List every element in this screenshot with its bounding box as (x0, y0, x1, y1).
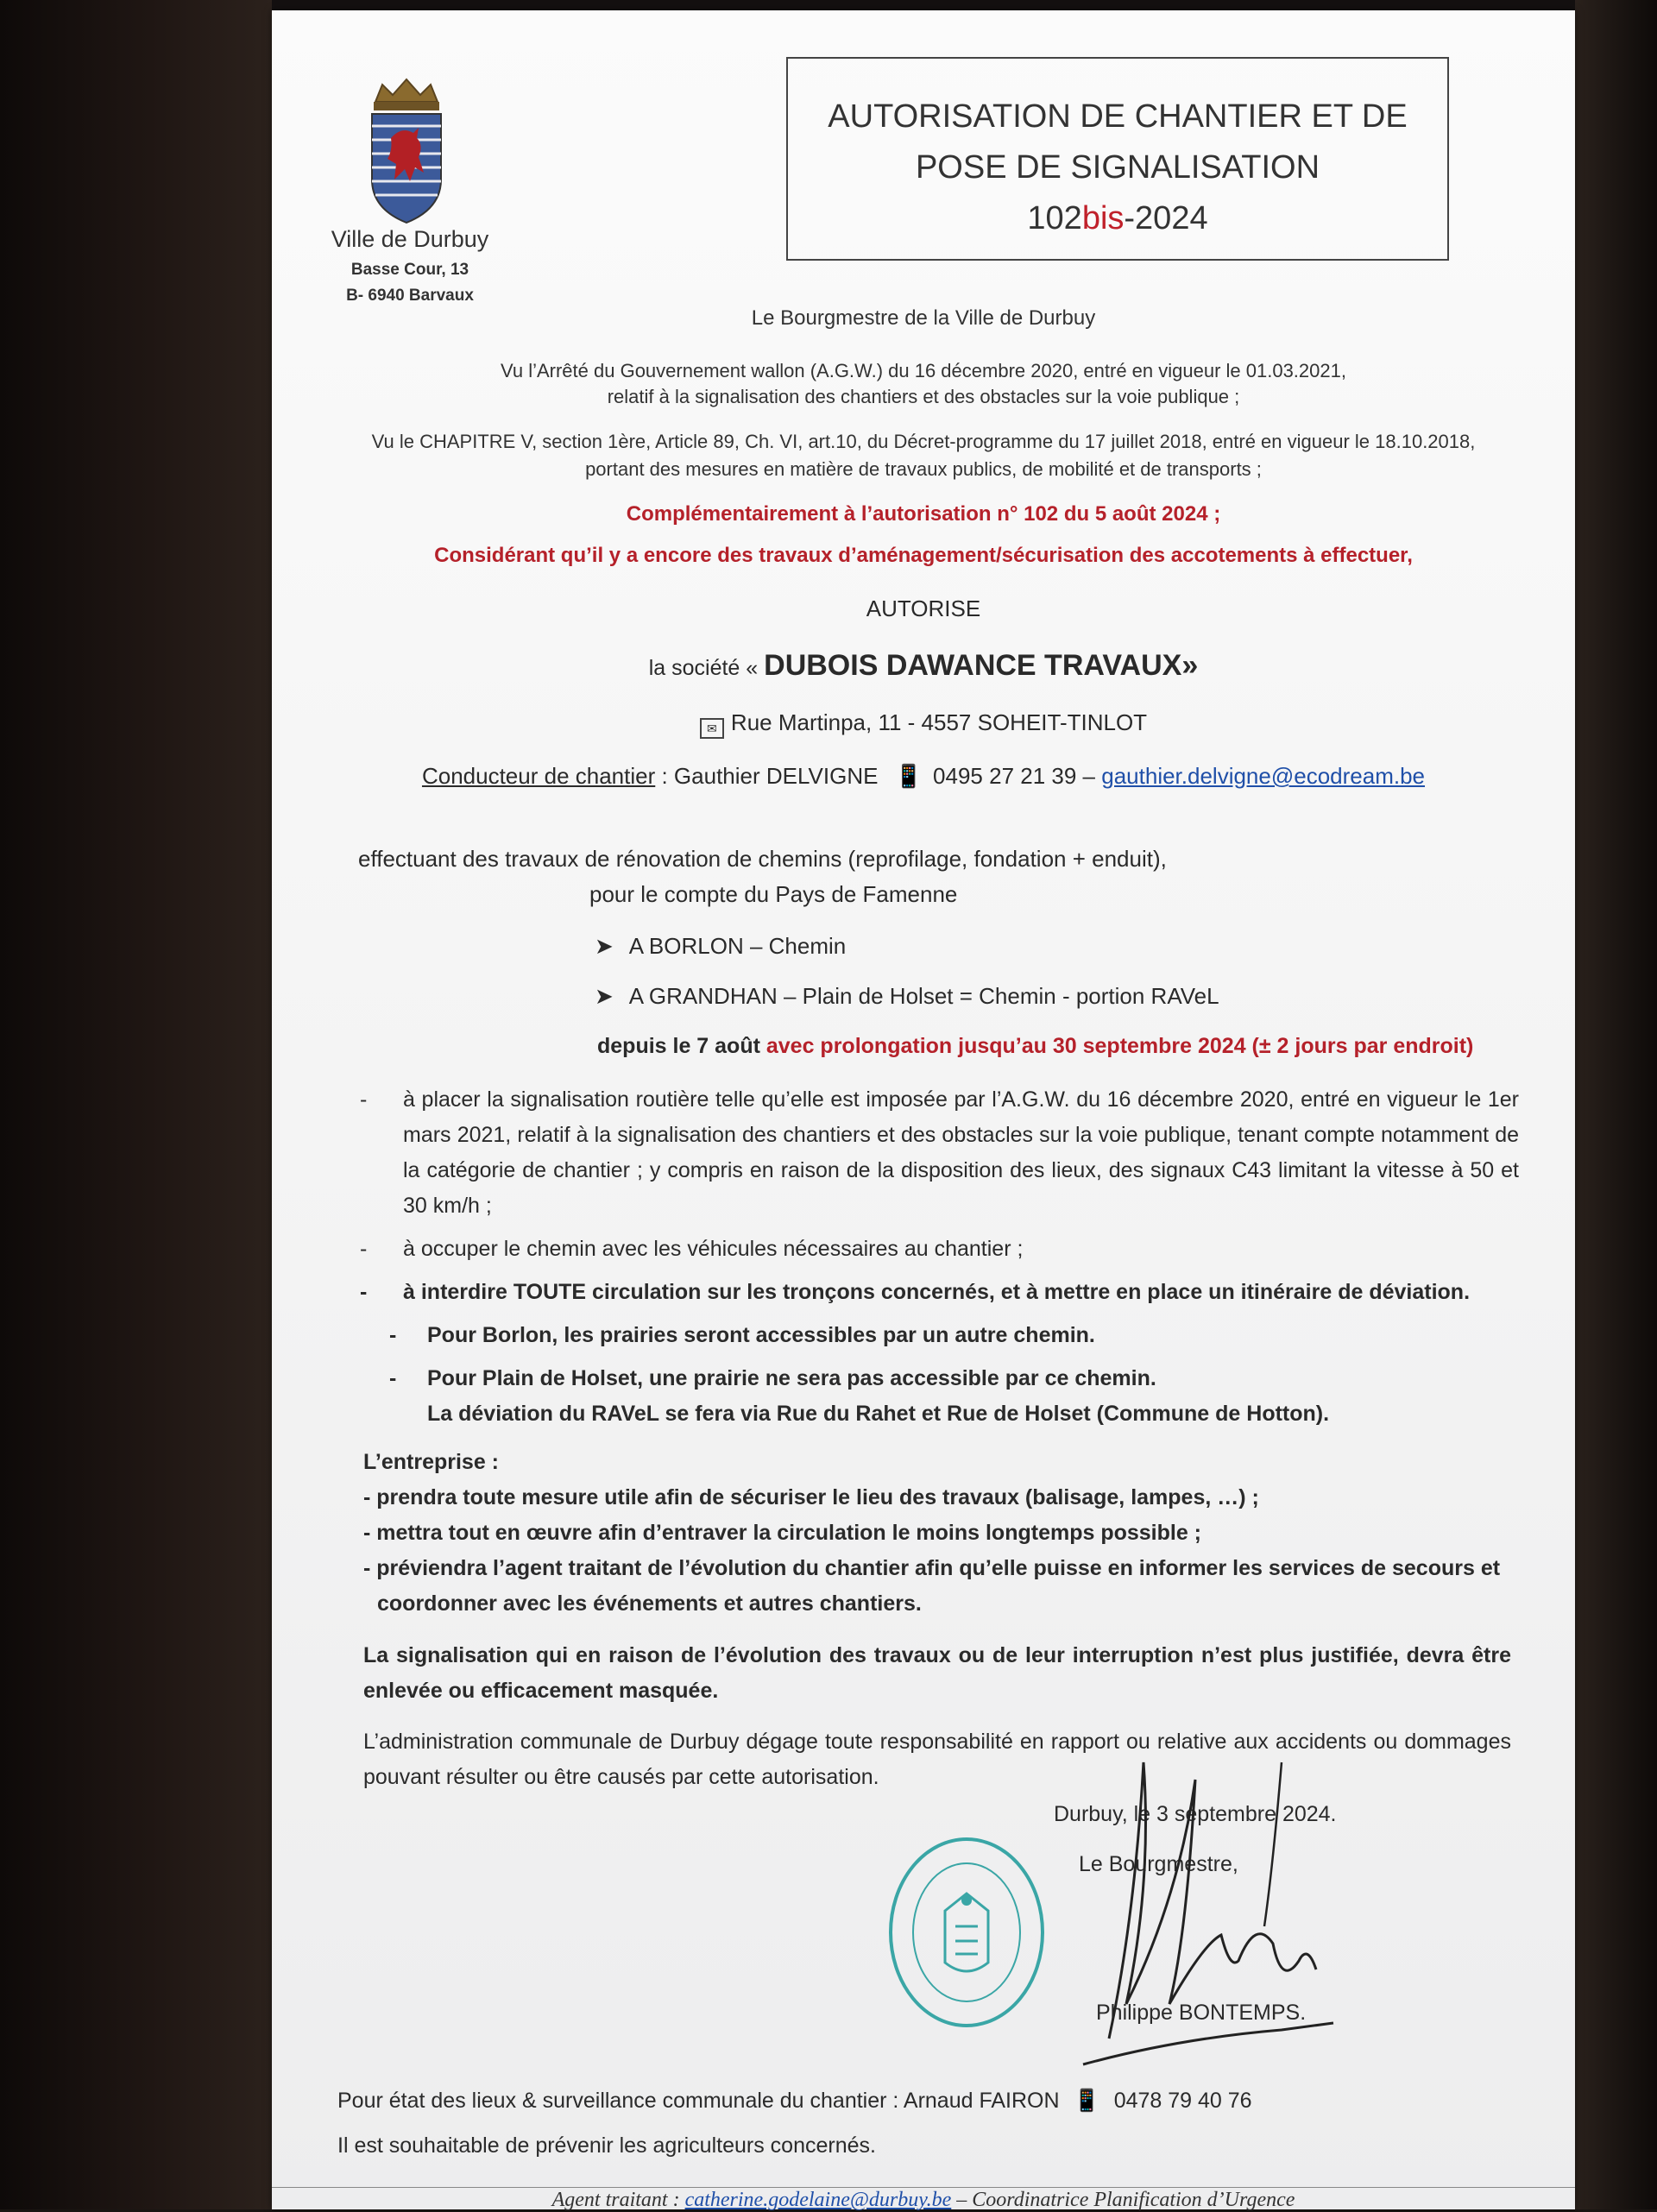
works-period: depuis le 7 août avec prolongation jusqu’au 30 septembre 2024 (± 2 jours par endroit) (597, 1034, 1474, 1058)
location-2: ➤ A GRANDHAN – Plain de Holset = Chemin - portion RAVeL (595, 983, 1219, 1009)
durbuy-coat-of-arms-icon (367, 78, 446, 231)
condition-borlon: - Pour Borlon, les prairies seront accessibles par un autre chemin. (358, 1318, 1519, 1353)
notice-document (272, 10, 1575, 2209)
condition-interdiction: - à interdire TOUTE circulation sur les tronçons concernés, et à mettre en place un itinéraire de déviation. (358, 1275, 1519, 1310)
condition-occupation: - à occuper le chemin avec les véhicules nécessaires au chantier ; (358, 1232, 1519, 1267)
enterprise-duty-2: - mettra tout en œuvre afin d’entraver la circulation le moins longtemps possible ; (363, 1521, 1202, 1545)
signatory-name: Philippe BONTEMPS. (1096, 2001, 1307, 2025)
municipal-stamp (885, 1833, 1049, 2032)
agent-email-link[interactable]: catherine.godelaine@durbuy.be (684, 2189, 952, 2211)
footer-divider (272, 2187, 1575, 2188)
location-1: ➤ A BORLON – Chemin (595, 933, 847, 959)
legal-reference-2b: portant des mesures en matière de travaux publics, de mobilité et de transports ; (585, 458, 1262, 480)
site-conductor: Conducteur de chantier : Gauthier DELVIGNE 📱 0495 27 21 39 – gauthier.delvigne@ecodream.be (421, 763, 1426, 789)
surveillance-contact: Pour état des lieux & surveillance communale du chantier : Arnaud FAIRON 📱 0478 79 40 76 (337, 2089, 1252, 2113)
signatory-role: Le Bourgmestre, (1079, 1852, 1238, 1876)
signalisation-removal-note: La signalisation qui en raison de l’évolution des travaux ou de leur interruption n’est plus justifiée, devra être enlevée ou efficacement masquée. (363, 1643, 1511, 1703)
enterprise-label: L’entreprise : (363, 1450, 499, 1474)
agent-contact-footer: Agent traitant : catherine.godelaine@durbuy.be – Coordinatrice Planification d’Urgence (551, 2189, 1295, 2211)
works-description: effectuant des travaux de rénovation de chemins (reprofilage, fondation + enduit), (358, 846, 1167, 872)
title-box (786, 57, 1449, 261)
condition-ravel-deviation: La déviation du RAVeL se fera via Rue du Rahet et Rue de Holset (Commune de Hotton). (427, 1402, 1330, 1426)
condition-holset: - Pour Plain de Holset, une prairie ne sera pas accessible par ce chemin. (358, 1361, 1519, 1396)
municipality-address-city: B- 6940 Barvaux (346, 287, 474, 305)
farmers-notice: Il est souhaitable de prévenir les agriculteurs concernés. (337, 2133, 876, 2158)
authorization-number: 102bis-2024 (1027, 200, 1208, 236)
arrow-bullet-icon: ➤ (595, 933, 614, 959)
liability-disclaimer: L’administration communale de Durbuy dégage toute responsabilité en rapport ou relative aux accidents ou dommages pouvant résulter ou être causés par cette autorisation. (363, 1730, 1511, 1789)
place-and-date: Durbuy, le 3 septembre 2024. (1054, 1802, 1337, 1826)
municipality-address-street: Basse Cour, 13 (350, 261, 469, 279)
enterprise-duty-3: - préviendra l’agent traitant de l’évolution du chantier afin qu’elle puisse en informer les services de secours et (363, 1556, 1501, 1580)
considering-note: Considérant qu’il y a encore des travaux d’aménagement/sécurisation des accotements à effectuer, (434, 544, 1413, 567)
legal-reference-1a: Vu l’Arrêté du Gouvernement wallon (A.G.W.) du 16 décembre 2020, entré en vigueur le 01.03.2021, (501, 360, 1346, 381)
issuing-authority: Le Bourgmestre de la Ville de Durbuy (751, 306, 1096, 330)
condition-signalisation: - à placer la signalisation routière telle qu’elle est imposée par l’A.G.W. du 16 décembre 2020, entré en vigueur le 1er mars 2021, relatif à la signalisation des chantiers et des obstacles sur la voie publique, tenant compte notamment de la catégorie de chantier ; y compris en raison de la disposition des lieux, des signaux C43 limitant la vitesse à 50 et 30 km/h ; (358, 1082, 1519, 1224)
display-frame-right (1575, 0, 1657, 2209)
legal-reference-2a: Vu le CHAPITRE V, section 1ère, Article 89, Ch. VI, art.10, du Décret-programme du 17 juillet 2018, entré en vigueur le 18.10.2018, (371, 431, 1476, 452)
title-line-2: POSE DE SIGNALISATION (915, 149, 1320, 186)
title-line-1: AUTORISATION DE CHANTIER ET DE (828, 98, 1408, 135)
enterprise-duty-3-cont: coordonner avec les événements et autres chantiers. (377, 1591, 922, 1616)
mayor-signature (1074, 1745, 1368, 2073)
works-account: pour le compte du Pays de Famenne (589, 881, 958, 907)
complementary-note: Complémentairement à l’autorisation n° 102 du 5 août 2024 ; (626, 502, 1221, 526)
phone-icon: 📱 (894, 763, 923, 789)
display-frame-left (0, 0, 272, 2209)
legal-reference-1b: relatif à la signalisation des chantiers et des obstacles sur la voie publique ; (607, 386, 1240, 407)
company-name: la société « DUBOIS DAWANCE TRAVAUX» (648, 649, 1199, 682)
mail-icon: ✉ (700, 718, 724, 739)
autorise-heading: AUTORISE (866, 596, 981, 621)
conditions-list (358, 1082, 1519, 1432)
arrow-bullet-icon: ➤ (595, 983, 614, 1009)
enterprise-duty-1: - prendra toute mesure utile afin de sécuriser le lieu des travaux (balisage, lampes, …) ; (363, 1485, 1259, 1509)
conductor-email-link[interactable]: gauthier.delvigne@ecodream.be (1101, 763, 1426, 789)
municipality-name: Ville de Durbuy (331, 226, 489, 252)
phone-icon: 📱 (1073, 2089, 1100, 2113)
company-address: ✉ Rue Martinpa, 11 - 4557 SOHEIT-TINLOT (272, 709, 1575, 739)
